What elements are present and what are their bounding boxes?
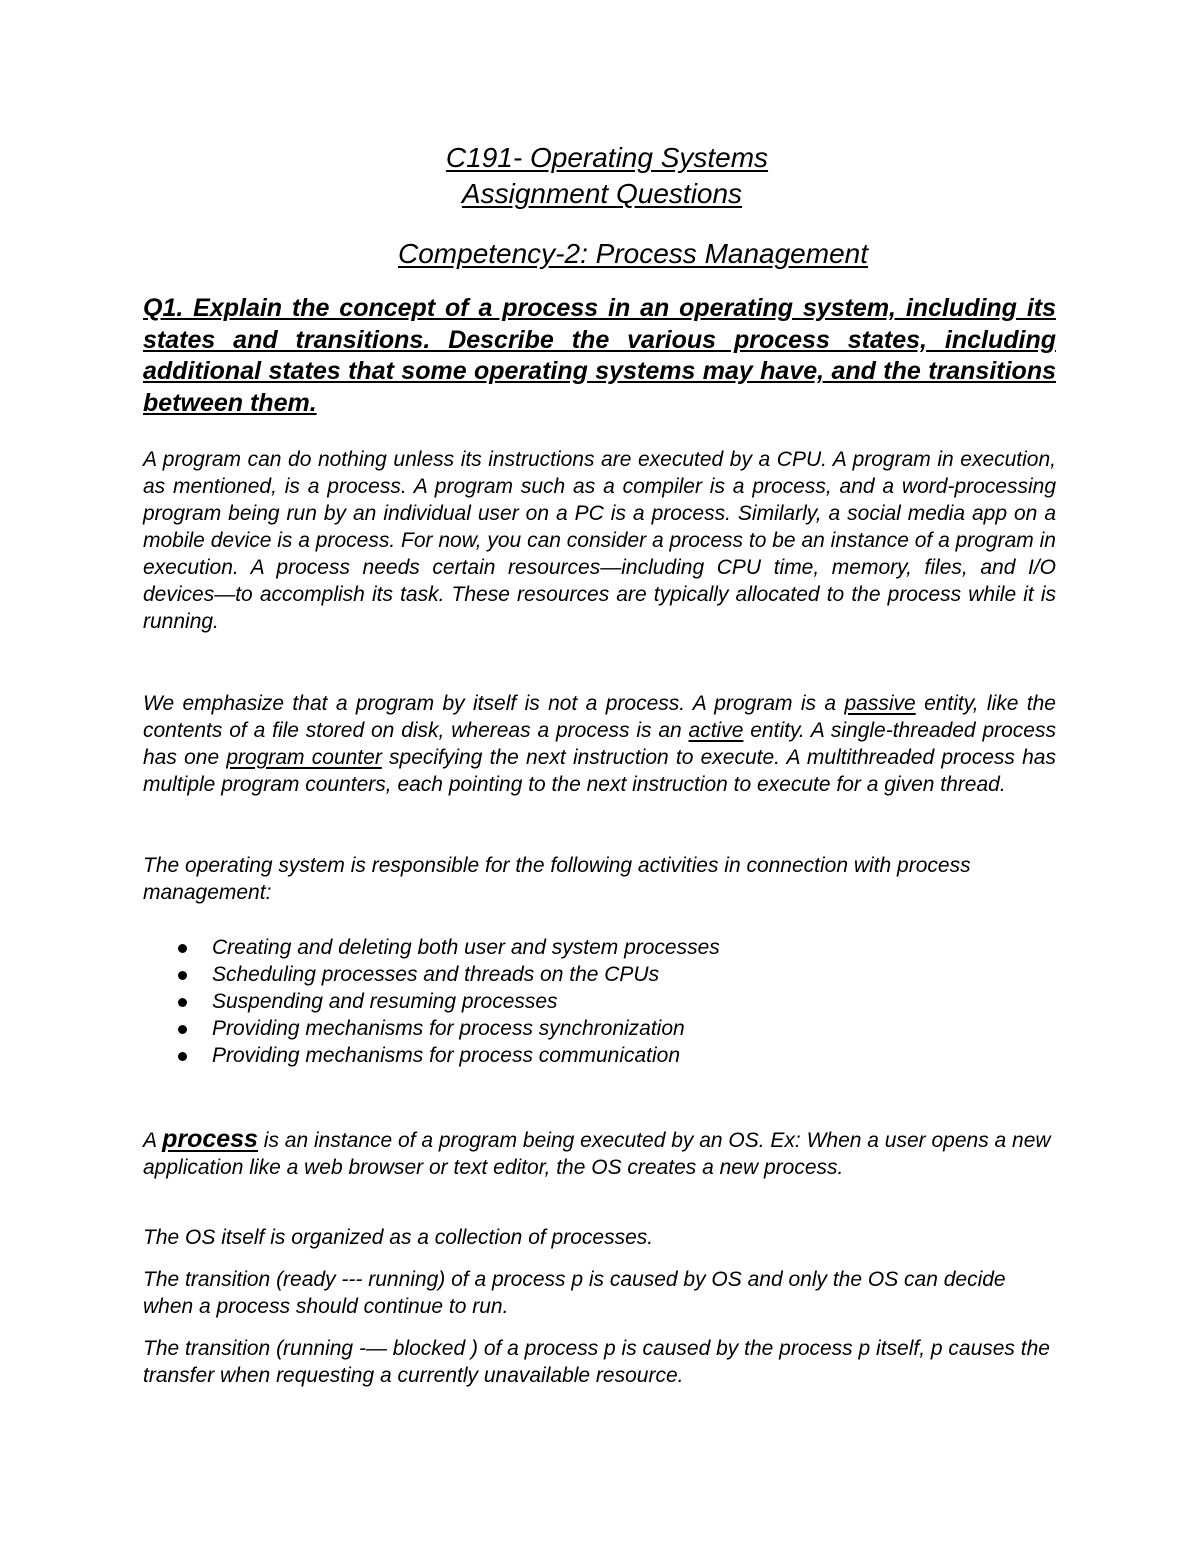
paragraph-program-vs-process	[143, 690, 1056, 798]
paragraph-text: is an instance of a program being executed by an OS. Ex: When a user opens a new application like a web browser or text editor, the OS creates a new process.	[143, 1129, 1051, 1179]
paragraph-text: specifying the next instruction to execute. A multithreaded process has multiple program counters, each pointing to the next instruction to execute for a given thread.	[143, 746, 1056, 796]
paragraph-program-definition: A program can do nothing unless its instructions are executed by a CPU. A program in execution, as mentioned, is a process. A program such as a compiler is a process, and a word-processing program being run by an individual user on a PC is a process. Similarly, a social media app on a mobile device is a process. For now, you can consider a process to be an instance of a program in execution. A process needs certain resources—including CPU time, memory, files, and I/O devices—to accomplish its task. These resources are typically allocated to the process while it is running.	[143, 448, 1056, 633]
bullet-icon	[178, 944, 187, 953]
list-item-text: Providing mechanisms for process communication	[212, 1044, 681, 1067]
paragraph-os-organization: The OS itself is organized as a collection of processes.	[143, 1226, 654, 1249]
paragraph-text: entity, like the contents of a file stored on disk, whereas a process is an	[143, 692, 1056, 742]
bullet-icon	[178, 1025, 187, 1034]
paragraph-running-blocked: The transition (running -— blocked ) of a process p is caused by the process p itself, p causes the transfer when requesting a currently unavailable resource.	[143, 1337, 1050, 1387]
list-item-text: Providing mechanisms for process synchronization	[212, 1017, 685, 1040]
list-item-text: Creating and deleting both user and system processes	[212, 936, 720, 959]
list-item-text: Scheduling processes and threads on the CPUs	[212, 963, 660, 986]
document-title	[0, 140, 1200, 212]
question-q1: Q1. Explain the concept of a process in an operating system, including its states and transitions. Describe the various process states, including additional states that some operating systems may have, and the transitions between them.	[143, 294, 1056, 417]
paragraph-text: entity. A single-threaded process has one	[143, 719, 1056, 769]
term-active: active	[688, 719, 744, 742]
paragraph-ready-running: The transition (ready --- running) of a process p is caused by OS and only the OS can decide when a process should continue to run.	[143, 1268, 1006, 1318]
bullet-icon	[178, 1052, 187, 1061]
responsibility-list	[143, 934, 1056, 1069]
list-item	[143, 961, 1056, 988]
course-title: C191- Operating Systems	[445, 142, 769, 173]
paragraph-text: We emphasize that a program by itself is not a process. A program is a	[143, 692, 845, 715]
paragraph-process-definition	[143, 1126, 1056, 1181]
paragraph-text: A	[143, 1129, 163, 1152]
list-item	[143, 1015, 1056, 1042]
list-item	[143, 988, 1056, 1015]
list-item	[143, 934, 1056, 961]
term-program-counter: program counter	[226, 746, 382, 769]
term-process: process	[162, 1125, 258, 1153]
paragraph-os-responsibilities: The operating system is responsible for the following activities in connection with process management:	[143, 854, 971, 904]
competency-heading: Competency-2: Process Management	[398, 238, 868, 269]
bullet-icon	[178, 971, 187, 980]
list-item-text: Suspending and resuming processes	[212, 990, 558, 1013]
bullet-icon	[178, 998, 187, 1007]
term-passive: passive	[844, 692, 916, 715]
assignment-title: Assignment Questions	[461, 178, 743, 209]
list-item	[143, 1042, 1056, 1069]
